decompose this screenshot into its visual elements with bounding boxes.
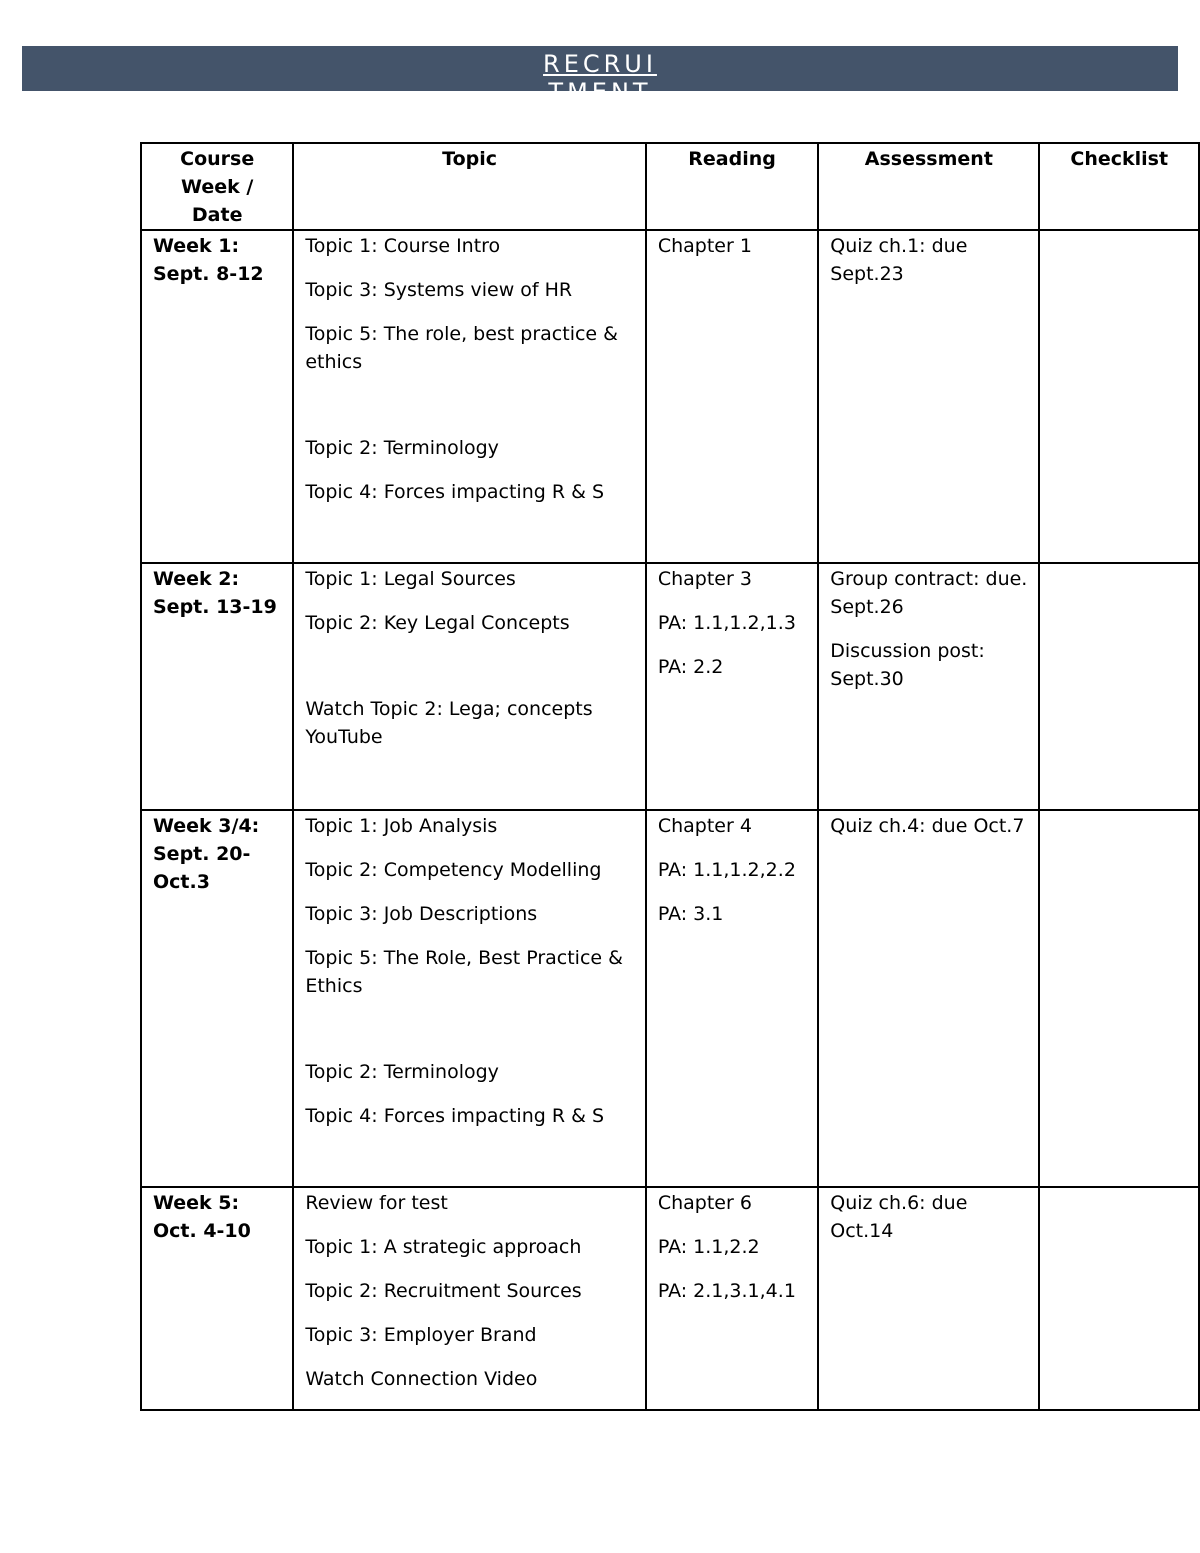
- table-row: [141, 810, 1199, 1187]
- topic-item: Topic 1: Job Analysis: [305, 815, 498, 837]
- topic-item: Topic 3: Employer Brand: [305, 1324, 537, 1346]
- topic-item: Topic 4: Forces impacting R & S: [305, 481, 605, 503]
- table-row: [141, 563, 1199, 810]
- reading-cell: [646, 230, 818, 563]
- topic-cell: [293, 1187, 645, 1410]
- topic-cell: [293, 810, 645, 1187]
- checklist-cell: [1039, 1187, 1199, 1410]
- table-row: [141, 1187, 1199, 1410]
- document-title: RECRUITMENT: [543, 50, 657, 106]
- topic-item: Watch Connection Video: [305, 1368, 538, 1390]
- topic-item: Watch Topic 2: Lega; concepts YouTube: [305, 698, 593, 748]
- topic-item: Topic 1: A strategic approach: [305, 1236, 582, 1258]
- topic-item: Topic 2: Competency Modelling: [305, 859, 602, 881]
- spacer: [305, 392, 633, 434]
- topic-cell: [293, 563, 645, 810]
- header-banner: [22, 46, 1178, 106]
- assessment-item: Group contract: due. Sept.26: [830, 568, 1028, 618]
- topic-item: Topic 3: Systems view of HR: [305, 279, 573, 301]
- reading-item: Chapter 1: [657, 235, 752, 257]
- reading-cell: [646, 1187, 818, 1410]
- reading-item: PA: 1.1,1.2,2.2: [657, 859, 796, 881]
- course-schedule-table: [140, 142, 1200, 1411]
- reading-item: PA: 2.2: [657, 656, 724, 678]
- reading-item: Chapter 4: [657, 815, 752, 837]
- header-reading: Reading: [646, 143, 818, 230]
- spacer: [305, 653, 633, 695]
- reading-item: PA: 1.1,1.2,1.3: [657, 612, 796, 634]
- assessment-item: Quiz ch.1: due Sept.23: [830, 235, 968, 285]
- topic-item: Topic 2: Terminology: [305, 1061, 499, 1083]
- week-cell: Week 2: Sept. 13-19: [141, 563, 293, 810]
- topic-item: Topic 1: Legal Sources: [305, 568, 516, 590]
- checklist-cell: [1039, 230, 1199, 563]
- assessment-item: Quiz ch.4: due Oct.7: [830, 815, 1025, 837]
- checklist-cell: [1039, 563, 1199, 810]
- assessment-cell: [818, 563, 1039, 810]
- header-assessment: Assessment: [818, 143, 1039, 230]
- header-course-week: Course Week / Date: [141, 143, 293, 230]
- reading-cell: [646, 810, 818, 1187]
- spacer: [305, 1016, 633, 1058]
- reading-item: Chapter 6: [657, 1192, 752, 1214]
- assessment-item: Discussion post: Sept.30: [830, 640, 985, 690]
- reading-item: PA: 2.1,3.1,4.1: [657, 1280, 796, 1302]
- assessment-cell: [818, 230, 1039, 563]
- topic-item: Review for test: [305, 1192, 448, 1214]
- reading-cell: [646, 563, 818, 810]
- assessment-cell: [818, 1187, 1039, 1410]
- week-cell: Week 1: Sept. 8-12: [141, 230, 293, 563]
- checklist-cell: [1039, 810, 1199, 1187]
- header-topic: Topic: [293, 143, 645, 230]
- topic-item: Topic 5: The Role, Best Practice & Ethics: [305, 947, 623, 997]
- table-header-row: [141, 143, 1199, 230]
- topic-item: Topic 3: Job Descriptions: [305, 903, 538, 925]
- assessment-cell: [818, 810, 1039, 1187]
- topic-item: Topic 4: Forces impacting R & S: [305, 1105, 605, 1127]
- topic-item: Topic 2: Terminology: [305, 437, 499, 459]
- week-cell: Week 3/4: Sept. 20-Oct.3: [141, 810, 293, 1187]
- header-checklist: Checklist: [1039, 143, 1199, 230]
- table-row: [141, 230, 1199, 563]
- topic-cell: [293, 230, 645, 563]
- topic-item: Topic 5: The role, best practice & ethics: [305, 323, 618, 373]
- reading-item: PA: 1.1,2.2: [657, 1236, 760, 1258]
- assessment-item: Quiz ch.6: due Oct.14: [830, 1192, 968, 1242]
- reading-item: PA: 3.1: [657, 903, 724, 925]
- week-cell: Week 5: Oct. 4-10: [141, 1187, 293, 1410]
- topic-item: Topic 2: Recruitment Sources: [305, 1280, 582, 1302]
- topic-item: Topic 2: Key Legal Concepts: [305, 612, 570, 634]
- reading-item: Chapter 3: [657, 568, 752, 590]
- topic-item: Topic 1: Course Intro: [305, 235, 501, 257]
